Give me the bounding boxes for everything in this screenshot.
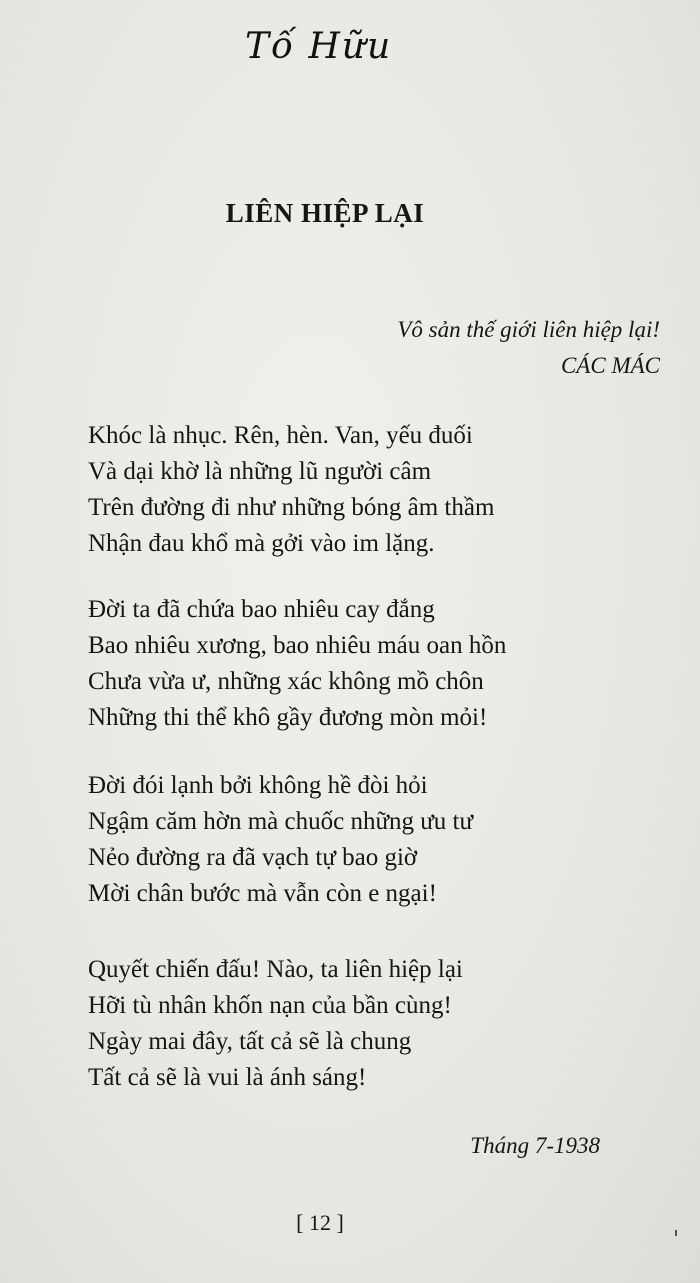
verse-line: Mời chân bước mà vẫn còn e ngại! (88, 880, 437, 907)
page-number: [ 12 ] (296, 1210, 344, 1235)
poem-date: Tháng 7-1938 (470, 1133, 600, 1158)
verse-line: Tất cả sẽ là vui là ánh sáng! (88, 1064, 367, 1091)
epigraph-attribution: CÁC MÁC (560, 353, 660, 378)
poem-title: LIÊN HIỆP LẠI (225, 198, 425, 228)
verse-line: Ngày mai đây, tất cả sẽ là chung (88, 1028, 412, 1055)
bleed-through-decoration (330, 285, 630, 315)
verse-line: Nhận đau khổ mà gởi vào im lặng. (88, 530, 435, 557)
verse-line: Những thi thể khô gầy đương mòn mỏi! (88, 704, 488, 731)
verse-line: Hỡi tù nhân khốn nạn của bần cùng! (88, 992, 452, 1019)
running-header-author: Tố Hữu (245, 26, 393, 67)
ink-speck (675, 1230, 677, 1236)
stanza-4 (88, 952, 463, 1096)
verse-line: Quyết chiến đấu! Nào, ta liên hiệp lại (88, 956, 463, 983)
verse-line: Trên đường đi như những bóng âm thầm (88, 494, 495, 521)
verse-line: Đời ta đã chứa bao nhiêu cay đắng (88, 596, 435, 623)
verse-line: Bao nhiêu xương, bao nhiêu máu oan hồn (88, 632, 507, 659)
verse-line: Ngậm căm hờn mà chuốc những ưu tư (88, 808, 474, 835)
stanza-2 (88, 592, 506, 736)
epigraph-quote: Vô sản thế giới liên hiệp lại! (397, 317, 660, 342)
epigraph (397, 312, 660, 384)
verse-line: Khóc là nhục. Rên, hèn. Van, yếu đuối (88, 422, 473, 449)
stanza-3 (88, 768, 473, 912)
verse-line: Chưa vừa ư, những xác không mồ chôn (88, 668, 484, 695)
verse-line: Nẻo đường ra đã vạch tự bao giờ (88, 844, 418, 871)
verse-line: Và dại khờ là những lũ người câm (88, 458, 432, 485)
stanza-1 (88, 418, 494, 562)
verse-line: Đời đói lạnh bởi không hề đòi hỏi (88, 772, 428, 799)
